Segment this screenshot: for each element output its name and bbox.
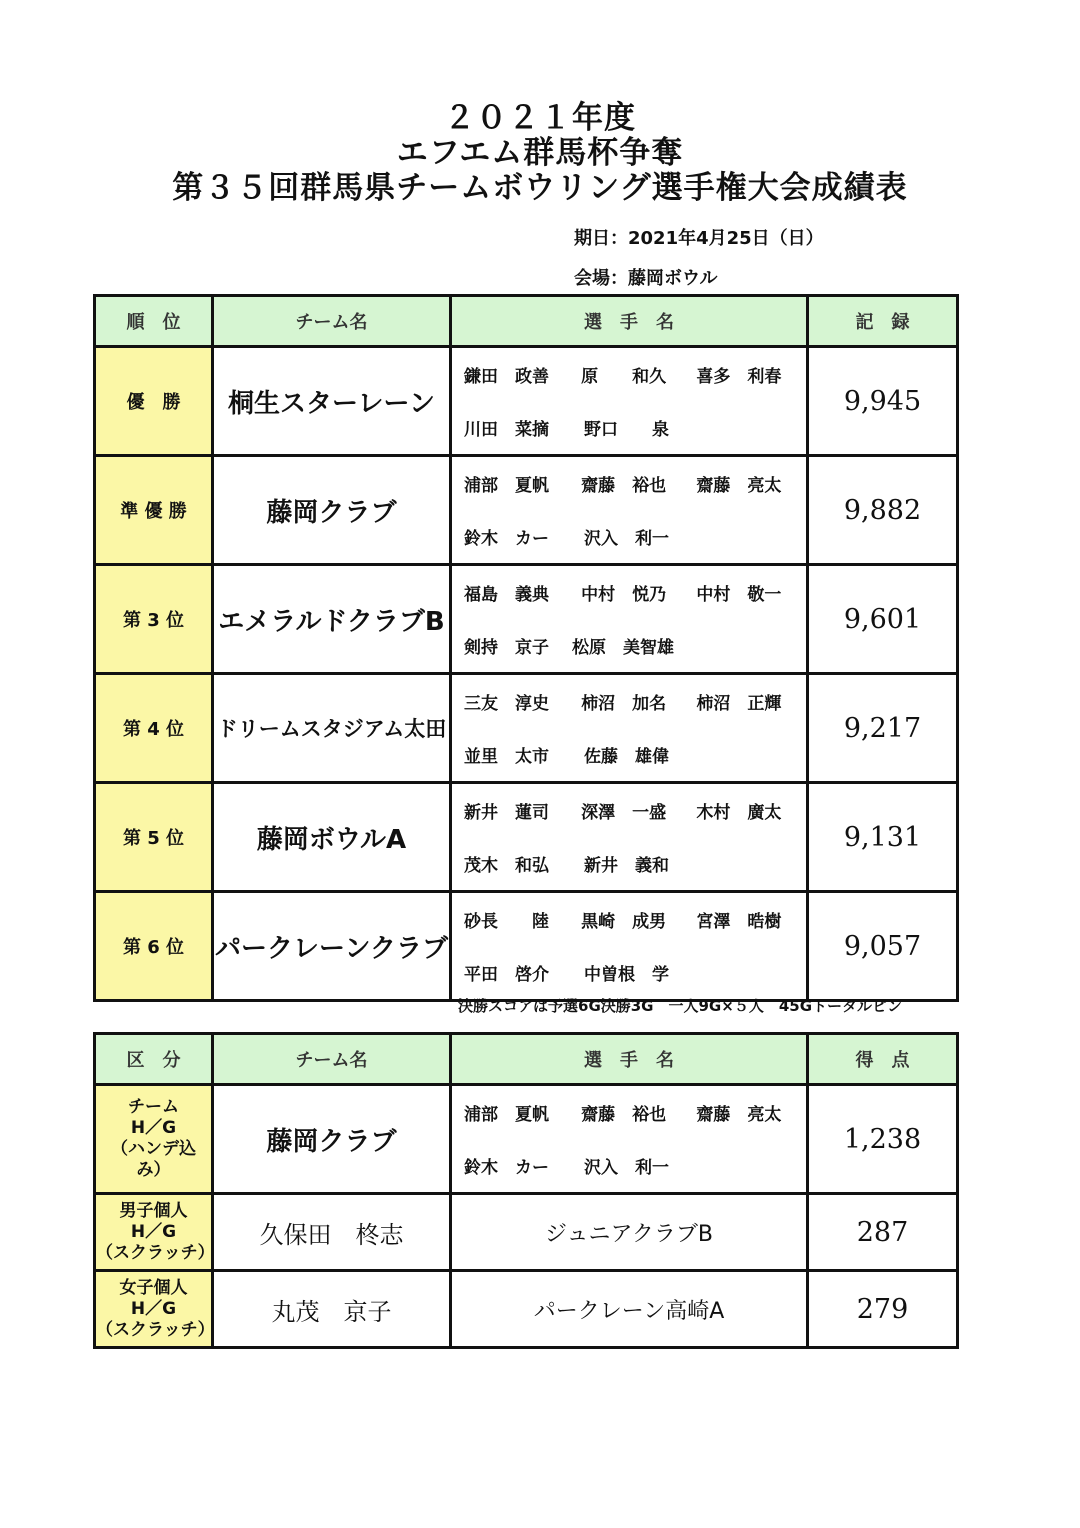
table-row — [95, 347, 958, 456]
player-name: 新井 蓮司 — [464, 803, 549, 823]
category-line: 女子個人 — [119, 1277, 188, 1298]
score-cell: 9,131 — [808, 783, 958, 892]
player-name-cell: 久保田 柊志 — [213, 1194, 451, 1271]
rank-cell: 第 4 位 — [95, 674, 213, 783]
player-name: 沢入 利一 — [584, 529, 669, 549]
category-line: H／G — [130, 1298, 177, 1319]
player-name: 鈴木 カー — [464, 1158, 549, 1178]
player-name: 剣持 京子 — [464, 638, 549, 658]
players-cell — [451, 674, 808, 783]
rank-cell: 準 優 勝 — [95, 456, 213, 565]
players-cell — [451, 347, 808, 456]
results-table — [93, 294, 959, 1002]
score-cell: 9,945 — [808, 347, 958, 456]
category-line: チーム — [128, 1097, 179, 1117]
category-cell — [95, 1085, 213, 1194]
team-cell: パークレーン高崎A — [451, 1271, 808, 1348]
players-cell — [451, 565, 808, 674]
awards-header-row — [95, 1034, 958, 1085]
header-points: 得 点 — [808, 1034, 958, 1085]
player-name: 喜多 利春 — [696, 367, 782, 387]
player-name: 宮澤 晧樹 — [696, 912, 782, 932]
score-cell: 1,238 — [808, 1085, 958, 1194]
score-cell: 9,217 — [808, 674, 958, 783]
table-row — [95, 456, 958, 565]
header-record: 記 録 — [808, 296, 958, 347]
player-name: 中村 悦乃 — [581, 585, 667, 605]
category-line: H／G — [130, 1118, 177, 1138]
players-cell — [451, 892, 808, 1001]
team-cell: 藤岡ボウルA — [213, 783, 451, 892]
players-cell — [451, 1085, 808, 1194]
category-cell — [95, 1271, 213, 1348]
rank-cell: 第 6 位 — [95, 892, 213, 1001]
team-cell: 桐生スターレーン — [213, 347, 451, 456]
category-line: H／G — [130, 1221, 177, 1242]
player-name: 柿沼 正輝 — [696, 694, 782, 714]
player-name: 黒崎 成男 — [581, 912, 667, 932]
team-cell: パークレーンクラブ — [213, 892, 451, 1001]
category-line: （スクラッチ） — [96, 1242, 215, 1263]
header-team: チーム名 — [213, 1034, 451, 1085]
category-line: み） — [136, 1160, 171, 1180]
player-name: 原 和久 — [581, 367, 667, 387]
category-line: （スクラッチ） — [96, 1319, 215, 1340]
player-name: 鎌田 政善 — [464, 367, 549, 387]
score-cell: 9,601 — [808, 565, 958, 674]
player-name: 平田 啓介 — [464, 965, 549, 985]
awards-table — [93, 1032, 959, 1349]
event-venue: 会場：藤岡ボウル — [574, 268, 718, 289]
title-cup: エフエム群馬杯争奪 — [396, 135, 684, 171]
player-name: 齋藤 亮太 — [696, 476, 782, 496]
category-cell — [95, 1194, 213, 1271]
table-row — [95, 892, 958, 1001]
title-event: 第３５回群馬県チームボウリング選手権大会成績表 — [172, 170, 908, 206]
player-name: 松原 美智雄 — [572, 638, 674, 658]
team-cell: 藤岡クラブ — [213, 456, 451, 565]
player-name: 佐藤 雄偉 — [584, 747, 669, 767]
table-row — [95, 783, 958, 892]
player-name-cell: 丸茂 京子 — [213, 1271, 451, 1348]
title-year: ２０２１年度 — [444, 100, 636, 136]
header-players: 選 手 名 — [451, 296, 808, 347]
rank-cell: 第 5 位 — [95, 783, 213, 892]
header-rank: 順 位 — [95, 296, 213, 347]
score-cell: 279 — [808, 1271, 958, 1348]
score-cell: 287 — [808, 1194, 958, 1271]
header-category: 区 分 — [95, 1034, 213, 1085]
player-name: 齋藤 亮太 — [696, 1105, 782, 1125]
table-row — [95, 565, 958, 674]
player-name: 茂木 和弘 — [464, 856, 549, 876]
event-date: 期日：2021年4月25日（日） — [574, 228, 824, 249]
player-name: 中曽根 学 — [584, 965, 669, 985]
player-name: 浦部 夏帆 — [464, 1105, 549, 1125]
player-name: 木村 廣太 — [696, 803, 782, 823]
team-cell: エメラルドクラブB — [213, 565, 451, 674]
player-name: 中村 敬一 — [696, 585, 782, 605]
player-name: 浦部 夏帆 — [464, 476, 549, 496]
player-name: 並里 太市 — [464, 747, 549, 767]
players-cell — [451, 456, 808, 565]
player-name: 沢入 利一 — [584, 1158, 669, 1178]
player-name: 深澤 一盛 — [581, 803, 667, 823]
header-players: 選 手 名 — [451, 1034, 808, 1085]
player-name: 鈴木 カー — [464, 529, 549, 549]
score-cell: 9,882 — [808, 456, 958, 565]
table-row — [95, 674, 958, 783]
score-cell: 9,057 — [808, 892, 958, 1001]
header-team: チーム名 — [213, 296, 451, 347]
table-row — [95, 1085, 958, 1194]
category-line: 男子個人 — [119, 1200, 188, 1221]
table-row — [95, 1271, 958, 1348]
player-name: 三友 淳史 — [464, 694, 549, 714]
player-name: 柿沼 加名 — [581, 694, 667, 714]
player-name: 齋藤 裕也 — [581, 1105, 667, 1125]
team-cell: ドリームスタジアム太田 — [213, 674, 451, 783]
players-cell — [451, 783, 808, 892]
table-row — [95, 1194, 958, 1271]
player-name: 齋藤 裕也 — [581, 476, 667, 496]
player-name: 新井 義和 — [584, 856, 669, 876]
player-name: 砂長 陸 — [464, 912, 549, 932]
player-name: 川田 菜摘 — [464, 420, 549, 440]
team-cell: 藤岡クラブ — [213, 1085, 451, 1194]
category-line: （ハンデ込 — [111, 1139, 196, 1159]
team-cell: ジュニアクラブB — [451, 1194, 808, 1271]
rank-cell: 優 勝 — [95, 347, 213, 456]
player-name: 福島 義典 — [464, 585, 549, 605]
scoring-note: 決勝スコアは予選6G決勝3G 一人9G×５人 45Gトータルピン — [458, 997, 903, 1015]
player-name: 野口 泉 — [584, 420, 669, 440]
rank-cell: 第 3 位 — [95, 565, 213, 674]
results-header-row — [95, 296, 958, 347]
